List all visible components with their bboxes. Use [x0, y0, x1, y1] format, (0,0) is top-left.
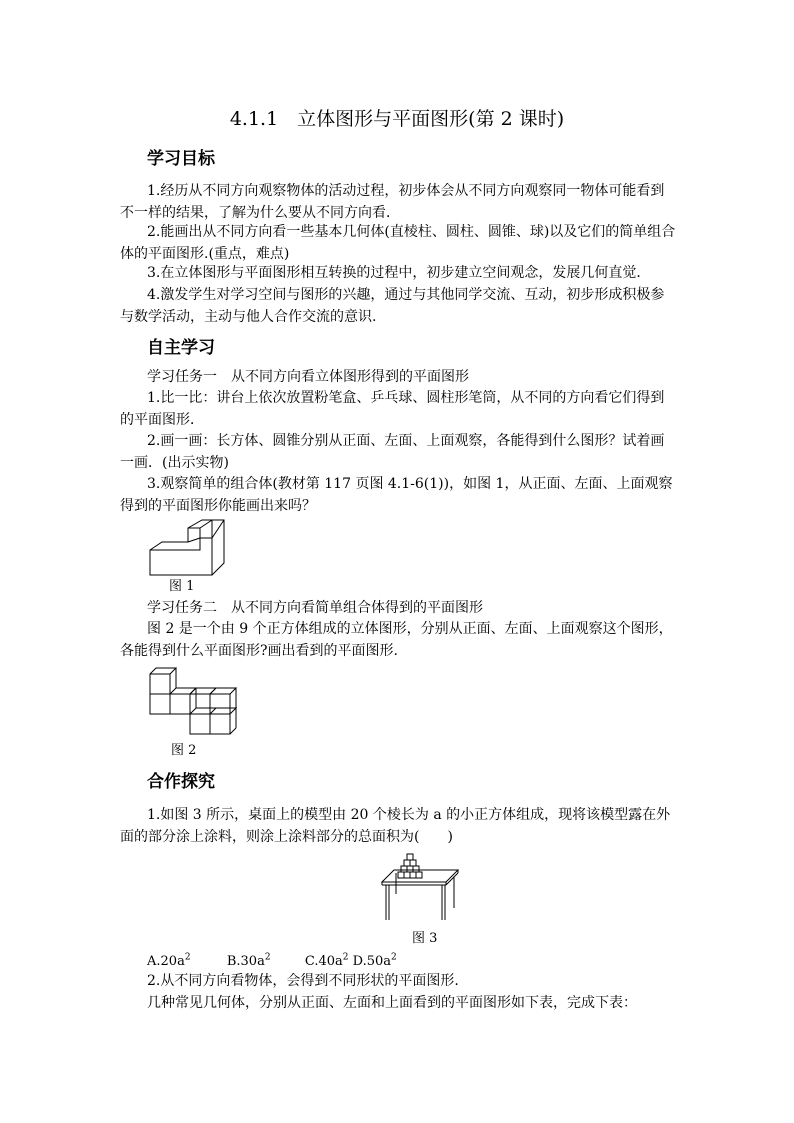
- answer-options: [147, 948, 397, 972]
- option-d: $D.50a^2$: [352, 953, 397, 970]
- self-study-heading: 自主学习: [147, 338, 215, 358]
- task1-title: 学习任务一 从不同方向看立体图形得到的平面图形: [147, 369, 469, 385]
- self-item-2: 2.画一画：长方体、圆锥分别从正面、左面、上面观察，各能得到什么图形？试着画一画．(出示实物): [120, 433, 665, 471]
- option-b: $B.30a^2$: [226, 953, 271, 970]
- fig1-caption: 图 1: [169, 579, 195, 594]
- fig2-caption: 图 2: [171, 743, 197, 758]
- option-c: $C.40a^2$: [304, 953, 349, 970]
- figure-3: [368, 858, 468, 922]
- fig3-caption: 图 3: [412, 931, 438, 946]
- fig1-top-edges: [150, 520, 224, 575]
- coop-question-1: 1.如图 3 所示，桌面上的模型由 20 个棱长为 a 的小正方体组成，现将该模型露在外面的部分涂上涂料，则涂上涂料部分的总面积为( ): [120, 807, 671, 845]
- figure-1: [140, 518, 240, 580]
- self-item-3: 3.观察简单的组合体(教材第 117 页图 4.1-6(1))，如图 1，从正面、左面、上面观察得到的平面图形你能画出来吗？: [120, 476, 673, 514]
- self-item-1: 1.比一比：讲台上依次放置粉笔盒、乒乓球、圆柱形笔筒，从不同的方向看它们得到的平面图形．: [120, 390, 665, 428]
- task2-title: 学习任务二 从不同方向看简单组合体得到的平面图形: [147, 600, 483, 616]
- coop-question-2: 2.从不同方向看物体，会得到不同形状的平面图形.: [147, 973, 459, 989]
- page-title: 4.1.1 立体图形与平面图形(第 2 课时): [229, 108, 565, 130]
- objectives-heading: 学习目标: [147, 149, 215, 169]
- objective-1: 1.经历从不同方向观察物体的活动过程，初步体会从不同方向观察同一物体可能看到不一样的结果，了解为什么要从不同方向看．: [120, 183, 665, 221]
- objective-3: 3.在立体图形与平面图形相互转换的过程中，初步建立空间观念，发展几何直觉．: [147, 265, 651, 281]
- objective-4: 4.激发学生对学习空间与图形的兴趣，通过与其他同学交流、互动，初步形成积极参与数学活动，主动与他人合作交流的意识.: [120, 287, 665, 325]
- coop-question-2-follow: 几种常见几何体，分别从正面、左面和上面看到的平面图形如下表，完成下表：: [147, 995, 637, 1011]
- figure-2: [148, 664, 252, 736]
- coop-heading: 合作探究: [147, 772, 215, 792]
- objective-2: 2.能画出从不同方向看一些基本几何体(直棱柱、圆柱、圆锥、球)以及它们的简单组合体的平面图形.(重点，难点): [120, 224, 676, 262]
- option-a: $A.20a^2$: [147, 953, 191, 970]
- task2-text: 图 2 是一个由 9 个正方体组成的立体图形，分别从正面、左面、上面观察这个图形，各能得到什么平面图形?画出看到的平面图形.: [120, 621, 673, 659]
